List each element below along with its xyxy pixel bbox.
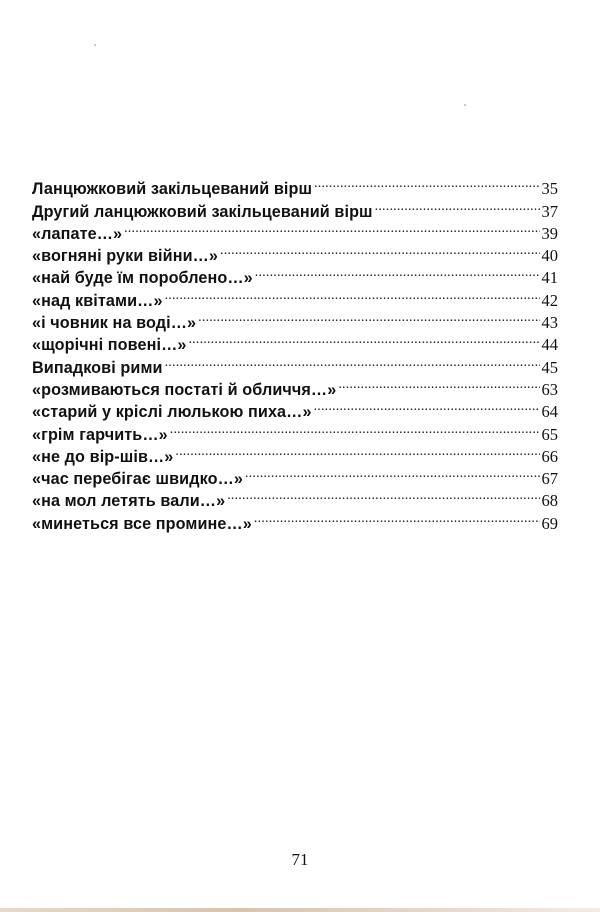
- toc-entry-page: 43: [541, 313, 558, 333]
- page-number: 71: [291, 850, 309, 869]
- toc-entry-title: «старий у кріслі люлькою пиха…»: [32, 403, 312, 422]
- toc-entry-page: 64: [541, 402, 558, 422]
- toc-dot-leader: [175, 440, 539, 462]
- paper-speck: [94, 44, 96, 46]
- toc-entry-title: «не до вір-шів…»: [32, 447, 174, 466]
- paper-speck: [464, 104, 466, 106]
- toc-dot-leader: [227, 484, 539, 506]
- toc-entry-title: «грім гарчить…»: [32, 425, 168, 444]
- toc-entry-page: 41: [541, 268, 558, 288]
- toc-dot-leader: [165, 283, 540, 305]
- toc-entry-page: 44: [541, 335, 558, 355]
- toc-dot-leader: [254, 506, 540, 528]
- toc-dot-leader: [170, 417, 540, 439]
- toc-entry-title: Випадкові рими: [32, 358, 163, 377]
- toc-dot-leader: [188, 328, 539, 350]
- toc-entry-page: 67: [541, 469, 558, 489]
- toc-dot-leader: [198, 306, 539, 328]
- toc-entry-page: 39: [541, 223, 558, 243]
- toc-entry-page: 40: [541, 246, 558, 266]
- toc-entry-title: «і човник на воді…»: [32, 314, 197, 333]
- toc-entry-title: «над квітами…»: [32, 291, 163, 310]
- toc-entry-title: «на мол летять вали…»: [32, 492, 226, 511]
- toc-entry-page: 42: [541, 290, 558, 310]
- toc-dot-leader: [375, 194, 540, 216]
- toc-dot-leader: [338, 373, 539, 395]
- toc-entry-page: 63: [541, 379, 558, 399]
- toc-dot-leader: [314, 395, 540, 417]
- toc-entry-title: «вогняні руки війни…»: [32, 247, 219, 266]
- toc-dot-leader: [165, 350, 540, 372]
- toc-entry-page: 37: [541, 201, 558, 221]
- toc-entry-page: 68: [541, 491, 558, 511]
- toc-entry-title: «час перебігає швидко…»: [32, 470, 243, 489]
- toc-entry-title: «най буде їм пороблено…»: [32, 269, 253, 288]
- table-of-contents: [32, 172, 558, 533]
- toc-entry-title: «минеться все промине…»: [32, 514, 252, 533]
- toc-dot-leader: [255, 261, 540, 283]
- page-edge-strip: [0, 908, 600, 912]
- toc-entry-page: 65: [541, 424, 558, 444]
- toc-dot-leader: [124, 217, 539, 239]
- toc-entry-title: «лапате…»: [32, 224, 123, 243]
- toc-entry-title: «щорічні повені…»: [32, 336, 187, 355]
- toc-entry-page: 66: [541, 446, 558, 466]
- toc-entry-page: 45: [541, 357, 558, 377]
- toc-entry-title: «розмиваються постаті й обличчя…»: [32, 380, 337, 399]
- toc-entry-page: 69: [541, 513, 558, 533]
- toc-dot-leader: [314, 172, 539, 194]
- toc-entry-page: 35: [541, 179, 558, 199]
- toc-entry-title: Другий ланцюжковий закільцеваний вірш: [32, 202, 373, 221]
- toc-entry-title: Ланцюжковий закільцеваний вірш: [32, 180, 313, 199]
- toc-dot-leader: [245, 462, 540, 484]
- toc-dot-leader: [220, 239, 539, 261]
- toc-entry: [32, 172, 558, 199]
